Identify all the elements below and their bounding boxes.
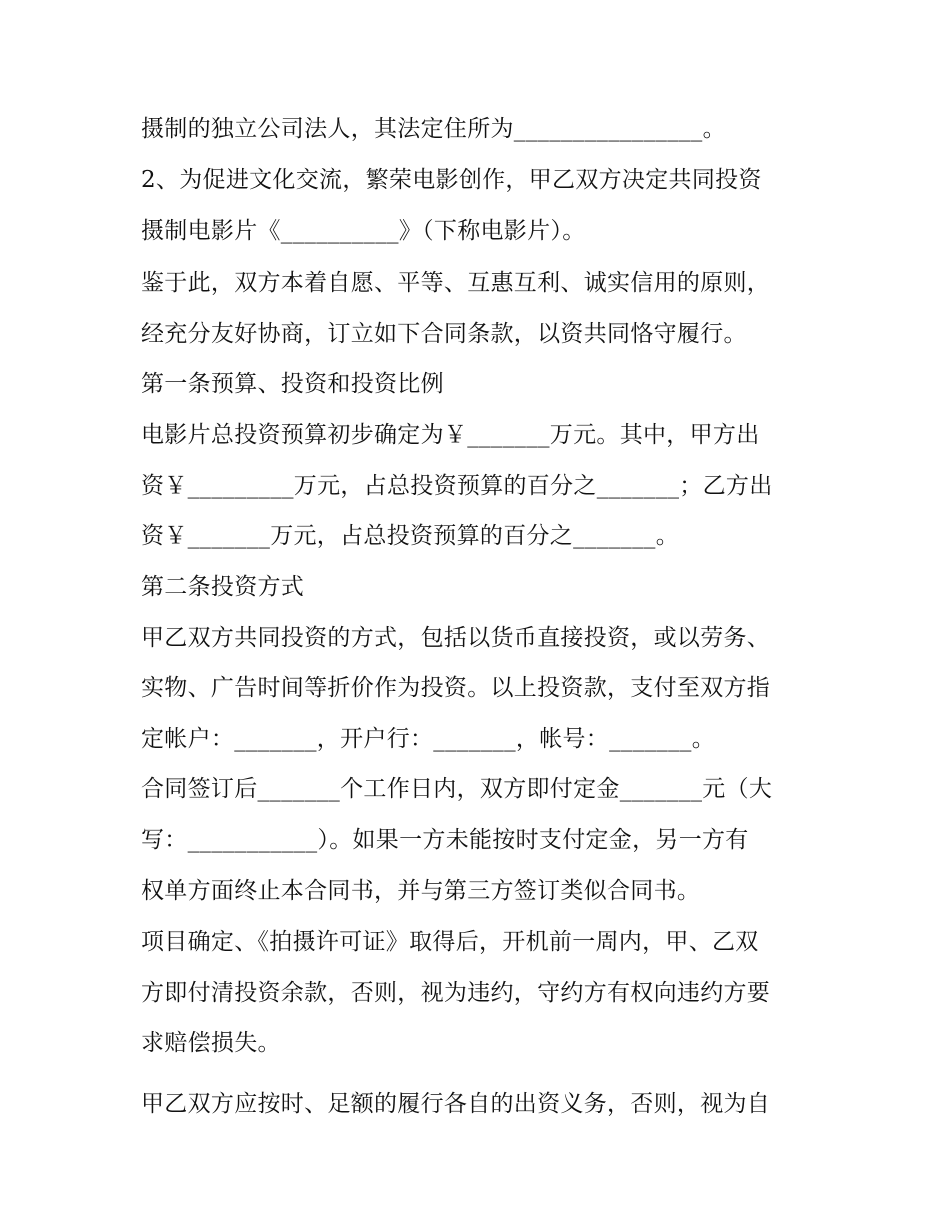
text-line: 甲乙双方共同投资的方式，包括以货币直接投资，或以劳务、 bbox=[141, 625, 771, 651]
text-line: 鉴于此，双方本着自愿、平等、互惠互利、诚实信用的原则， bbox=[141, 270, 771, 296]
text-line: 电影片总投资预算初步确定为￥_______万元。其中，甲方出 bbox=[141, 422, 760, 448]
text-line: 经充分友好协商，订立如下合同条款，以资共同恪守履行。 bbox=[141, 321, 747, 347]
text-line: 实物、广告时间等折价作为投资。以上投资款，支付至双方指 bbox=[141, 675, 771, 701]
text-line: 合同签订后_______个工作日内，双方即付定金_______元（大 bbox=[141, 776, 773, 802]
text-line: 写：___________）。如果一方未能按时支付定金，另一方有 bbox=[141, 827, 749, 853]
text-line: 资￥_______万元，占总投资预算的百分之_______。 bbox=[141, 523, 679, 549]
section-heading: 第一条预算、投资和投资比例 bbox=[141, 371, 444, 397]
text-line: 摄制电影片《__________》（下称电影片）。 bbox=[141, 218, 586, 244]
section-heading: 第二条投资方式 bbox=[141, 574, 305, 600]
text-line: 项目确定、《拍摄许可证》取得后，开机前一周内，甲、乙双 bbox=[141, 929, 759, 955]
text-line: 2、为促进文化交流，繁荣电影创作，甲乙双方决定共同投资 bbox=[141, 167, 762, 193]
text-line: 摄制的独立公司法人，其法定住所为________________。 bbox=[141, 116, 726, 142]
text-line: 方即付清投资余款，否则，视为违约，守约方有权向违约方要 bbox=[141, 980, 771, 1006]
text-line: 权单方面终止本合同书，并与第三方签订类似合同书。 bbox=[141, 878, 701, 904]
text-line: 求赔偿损失。 bbox=[141, 1030, 281, 1056]
text-line: 资￥_________万元，占总投资预算的百分之_______；乙方出 bbox=[141, 473, 773, 499]
text-line: 甲乙双方应按时、足额的履行各自的出资义务，否则，视为自 bbox=[141, 1091, 771, 1117]
text-line: 定帐户：_______，开户行：_______，帐号：_______。 bbox=[141, 726, 715, 752]
